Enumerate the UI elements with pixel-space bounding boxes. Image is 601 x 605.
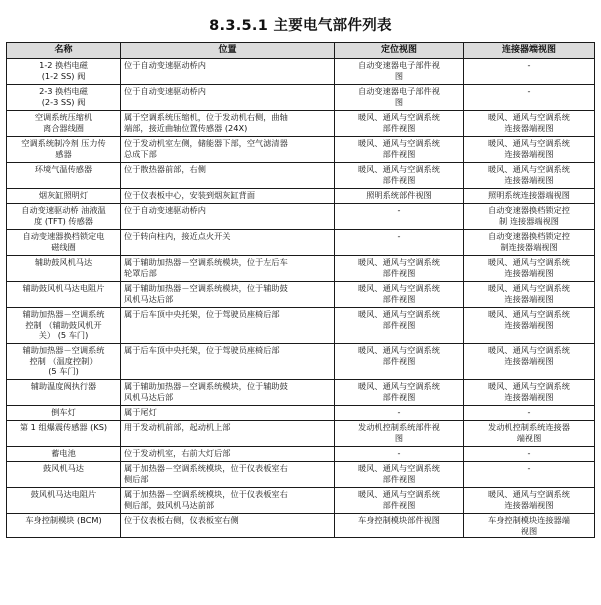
- table-row: [7, 85, 595, 111]
- cell-position: 位于仪表板右侧，仪表板室右侧: [121, 514, 335, 538]
- cell-locator-view: 暖风、通风与空调系统 部件视图: [335, 163, 464, 189]
- cell-position: 属于加热器－空调系统模块，位于仪表板室右 侧后部，鼓风机马达前部: [121, 488, 335, 514]
- cell-position: 用于发动机前部，起动机上部: [121, 421, 335, 447]
- cell-locator-view: 自动变速器电子部件视 图: [335, 59, 464, 85]
- page-title: 8.3.5.1 主要电气部件列表: [209, 18, 392, 34]
- cell-connector-view: -: [464, 85, 595, 111]
- table-row: [7, 111, 595, 137]
- cell-connector-view: -: [464, 59, 595, 85]
- cell-connector-view: 暖风、通风与空调系统 连接器端视图: [464, 256, 595, 282]
- cell-name: 辅助温度阀执行器: [7, 380, 121, 406]
- cell-name: 蓄电池: [7, 447, 121, 462]
- header-name: 名称: [7, 43, 121, 59]
- cell-position: 属于加热器－空调系统模块，位于仪表板室右 侧后部: [121, 462, 335, 488]
- cell-position: 位于转向柱内，接近点火开关: [121, 230, 335, 256]
- cell-locator-view: 暖风、通风与空调系统 部件视图: [335, 282, 464, 308]
- cell-name: 鼓风机马达: [7, 462, 121, 488]
- table-row: [7, 59, 595, 85]
- header-connector-view: 连接器端视图: [464, 43, 595, 59]
- table-row: [7, 514, 595, 538]
- cell-connector-view: 自动变速器换档锁定控 制 连接器端视图: [464, 204, 595, 230]
- cell-position: 位于发动机室，右前大灯后部: [121, 447, 335, 462]
- cell-connector-view: -: [464, 406, 595, 421]
- cell-locator-view: 自动变速器电子部件视 图: [335, 85, 464, 111]
- cell-position: 属于尾灯: [121, 406, 335, 421]
- cell-connector-view: 暖风、通风与空调系统 连接器端视图: [464, 344, 595, 380]
- cell-position: 位于自动变速驱动桥内: [121, 204, 335, 230]
- header-row: [7, 43, 595, 59]
- cell-connector-view: 暖风、通风与空调系统 连接器端视图: [464, 163, 595, 189]
- table-row: [7, 344, 595, 380]
- cell-name: 空调系统压缩机 离合器线圈: [7, 111, 121, 137]
- cell-position: 位于自动变速驱动桥内: [121, 85, 335, 111]
- cell-position: 属于辅助加热器－空调系统模块，位于左后车 轮罩后部: [121, 256, 335, 282]
- cell-locator-view: 暖风、通风与空调系统 部件视图: [335, 308, 464, 344]
- header-position: 位置: [121, 43, 335, 59]
- cell-name: 辅助鼓风机马达: [7, 256, 121, 282]
- cell-name: 第 1 组爆震传感器 (KS): [7, 421, 121, 447]
- cell-connector-view: 暖风、通风与空调系统 连接器端视图: [464, 488, 595, 514]
- cell-position: 属于辅助加热器－空调系统模块，位于辅助鼓 风机马达后部: [121, 380, 335, 406]
- table-row: [7, 256, 595, 282]
- cell-position: 属于空调系统压缩机，位于发动机右侧，曲轴 端部，接近曲轴位置传感器 (24X): [121, 111, 335, 137]
- table-row: [7, 308, 595, 344]
- cell-connector-view: 暖风、通风与空调系统 连接器端视图: [464, 282, 595, 308]
- table-row: [7, 380, 595, 406]
- parts-table: [6, 42, 595, 538]
- cell-name: 自动变速器换档锁定电 磁线圈: [7, 230, 121, 256]
- cell-position: 位于自动变速驱动桥内: [121, 59, 335, 85]
- cell-position: 属于后车顶中央托架，位于驾驶员座椅后部: [121, 344, 335, 380]
- cell-connector-view: 暖风、通风与空调系统 连接器端视图: [464, 380, 595, 406]
- cell-name: 自动变速驱动桥 油液温 度 (TFT) 传感器: [7, 204, 121, 230]
- cell-position: 位于发动机室左侧，储能器下部，空气滤清器 总成下部: [121, 137, 335, 163]
- cell-connector-view: 发动机控制系统连接器 端视图: [464, 421, 595, 447]
- cell-locator-view: 暖风、通风与空调系统 部件视图: [335, 256, 464, 282]
- cell-name: 辅助加热器－空调系统 控制 （温度控制） (5 车门): [7, 344, 121, 380]
- cell-locator-view: 照明系统部件视图: [335, 189, 464, 204]
- cell-locator-view: -: [335, 230, 464, 256]
- cell-connector-view: 照明系统连接器端视图: [464, 189, 595, 204]
- cell-name: 空调系统制冷剂 压力传 感器: [7, 137, 121, 163]
- cell-connector-view: 车身控制模块连接器端 视图: [464, 514, 595, 538]
- cell-position: 位于散热器前部，右侧: [121, 163, 335, 189]
- cell-locator-view: -: [335, 447, 464, 462]
- cell-locator-view: 暖风、通风与空调系统 部件视图: [335, 111, 464, 137]
- cell-name: 辅助加热器－空调系统 控制 （辅助鼓风机开 关） (5 车门): [7, 308, 121, 344]
- cell-position: 属于后车顶中央托架，位于驾驶员座椅后部: [121, 308, 335, 344]
- cell-position: 位于仪表板中心，安装到烟灰缸背面: [121, 189, 335, 204]
- cell-locator-view: 暖风、通风与空调系统 部件视图: [335, 462, 464, 488]
- header-locator-view: 定位视图: [335, 43, 464, 59]
- cell-name: 倒车灯: [7, 406, 121, 421]
- cell-name: 1-2 换档电磁 (1-2 SS) 阀: [7, 59, 121, 85]
- table-row: [7, 137, 595, 163]
- table-row: [7, 421, 595, 447]
- cell-name: 辅助鼓风机马达电阻片: [7, 282, 121, 308]
- table-row: [7, 447, 595, 462]
- table-row: [7, 189, 595, 204]
- cell-name: 环境气温传感器: [7, 163, 121, 189]
- cell-connector-view: -: [464, 462, 595, 488]
- cell-locator-view: 暖风、通风与空调系统 部件视图: [335, 488, 464, 514]
- table-row: [7, 163, 595, 189]
- table-row: [7, 406, 595, 421]
- table-row: [7, 204, 595, 230]
- cell-locator-view: 暖风、通风与空调系统 部件视图: [335, 344, 464, 380]
- cell-locator-view: 暖风、通风与空调系统 部件视图: [335, 137, 464, 163]
- cell-locator-view: 发动机控制系统部件视 图: [335, 421, 464, 447]
- cell-connector-view: 暖风、通风与空调系统 连接器端视图: [464, 308, 595, 344]
- cell-locator-view: 车身控制模块部件视图: [335, 514, 464, 538]
- cell-locator-view: -: [335, 406, 464, 421]
- table-row: [7, 462, 595, 488]
- cell-connector-view: 暖风、通风与空调系统 连接器端视图: [464, 137, 595, 163]
- cell-name: 鼓风机马达电阻片: [7, 488, 121, 514]
- cell-position: 属于辅助加热器－空调系统模块，位于辅助鼓 风机马达后部: [121, 282, 335, 308]
- cell-connector-view: 暖风、通风与空调系统 连接器端视图: [464, 111, 595, 137]
- cell-name: 烟灰缸照明灯: [7, 189, 121, 204]
- cell-locator-view: 暖风、通风与空调系统 部件视图: [335, 380, 464, 406]
- cell-name: 车身控制模块 (BCM): [7, 514, 121, 538]
- table-row: [7, 282, 595, 308]
- table-row: [7, 230, 595, 256]
- cell-locator-view: -: [335, 204, 464, 230]
- cell-name: 2-3 换档电磁 (2-3 SS) 阀: [7, 85, 121, 111]
- table-row: [7, 488, 595, 514]
- cell-connector-view: 自动变速器换档锁定控 制连接器端视图: [464, 230, 595, 256]
- cell-connector-view: -: [464, 447, 595, 462]
